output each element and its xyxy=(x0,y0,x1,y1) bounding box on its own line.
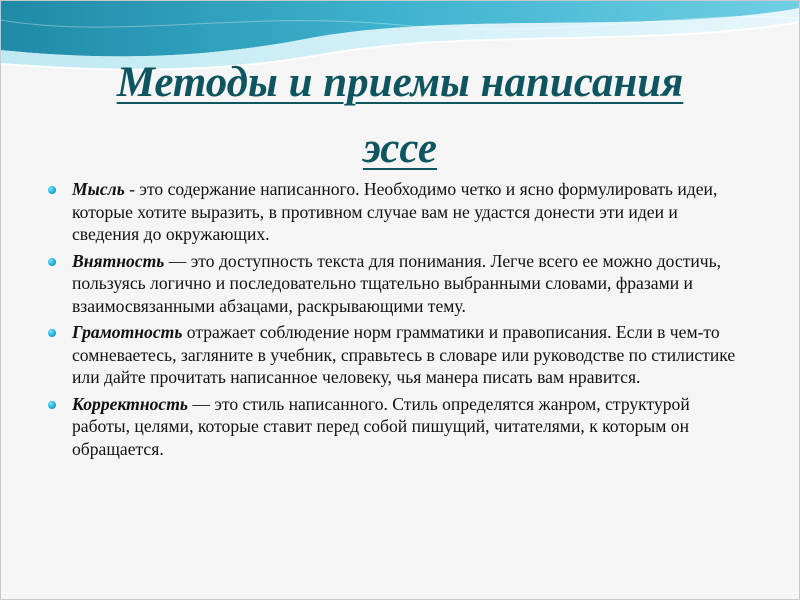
definition-text: это доступность текста для понимания. Легче всего ее можно достичь, пользуясь логично и последовательно тщательно выбранными словами, фразами и взаимосвязанными абзацами, раскрывающими тему. xyxy=(72,250,722,316)
term: Корректность xyxy=(72,393,188,414)
slide-title-line-1: Методы и приемы написания xyxy=(116,59,684,106)
term: Грамотность xyxy=(72,322,183,342)
definition-text: это стиль написанного. Стиль определятся жанром, структурой работы, целями, которые ставит перед собой пишущий, читателями, к которым он обращается. xyxy=(72,393,690,459)
slide-title-line-2: эссе xyxy=(363,125,437,172)
term: Внятность xyxy=(72,250,165,271)
term-separator: - xyxy=(124,179,140,199)
term-separator: — xyxy=(187,393,215,414)
term: Мысль xyxy=(72,179,125,199)
definition-text: отражает соблюдение норм грамматики и правописания. Если в чем-то сомневаетесь, загляните в учебник, справьтесь в словаре или руководстве по стилистике или дайте прочитать написанное человеку, чья манера писать вам нравится. xyxy=(72,322,736,387)
definition-text: это содержание написанного. Необходимо четко и ясно формулировать идеи, которые хотите выразить, в противном случае вам не удастся донести эти идеи и сведения до окружающих. xyxy=(72,179,718,244)
term-separator: — xyxy=(164,250,191,271)
